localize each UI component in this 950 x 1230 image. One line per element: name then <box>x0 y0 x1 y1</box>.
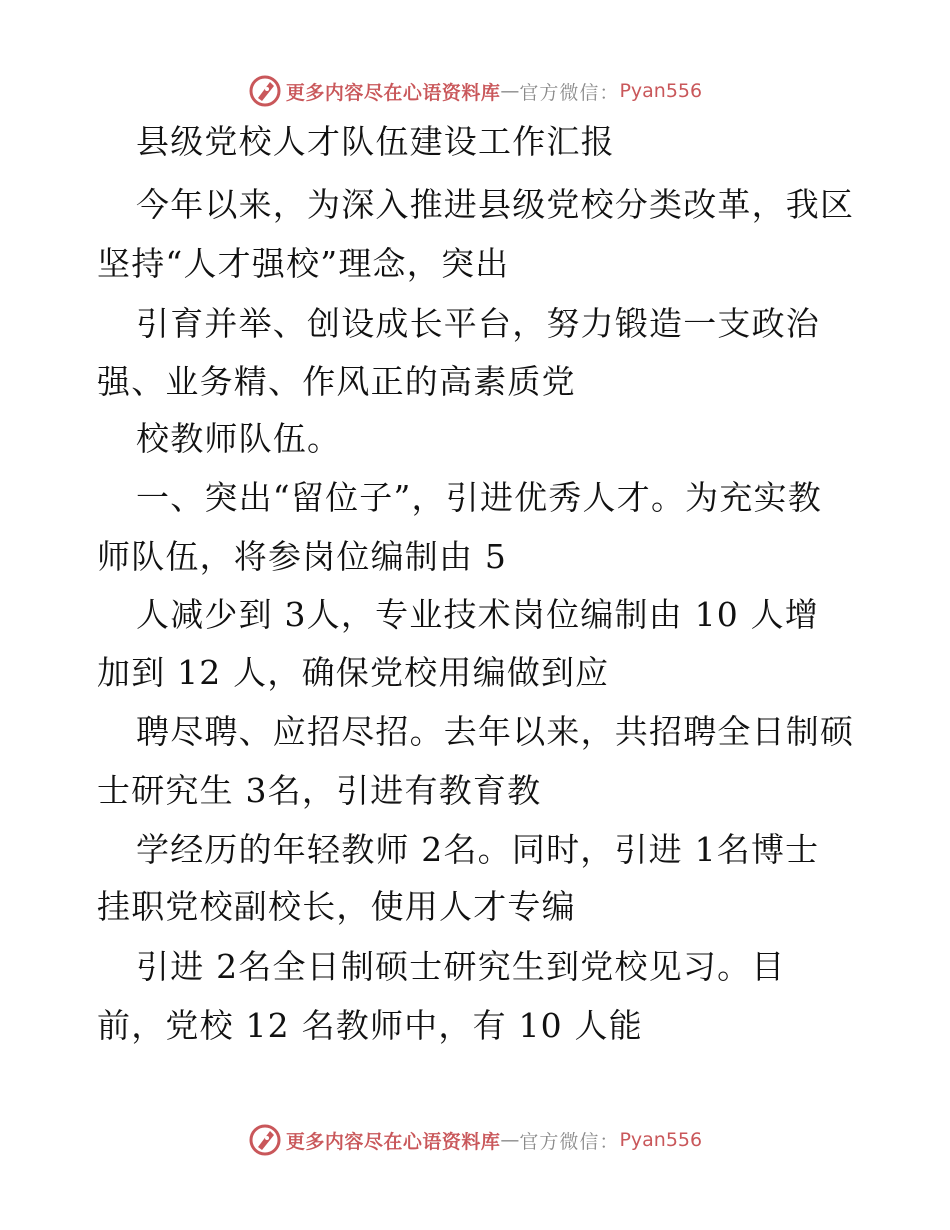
watermark-separator: — <box>500 1129 520 1151</box>
watermark-wechat-id: Pyan556 <box>619 1129 703 1151</box>
watermark-wechat-id: Pyan556 <box>619 80 703 102</box>
watermark-separator: — <box>500 80 520 102</box>
pen-nib-logo-icon <box>248 1123 282 1157</box>
paragraph-line: 师队伍，将参岗位编制由 5 <box>97 537 508 576</box>
paragraph-line: 校教师队伍。 <box>136 419 342 458</box>
paragraph-line: 挂职党校副校长，使用人才专编 <box>97 887 576 926</box>
section-heading-line: 一、突出“留位子”，引进优秀人才。为充实教 <box>136 478 822 517</box>
paragraph-line: 加到 12 人，确保党校用编做到应 <box>97 653 610 692</box>
watermark-main-text: 更多内容尽在心语资料库 <box>285 1130 501 1153</box>
paragraph-line: 前，党校 12 名教师中，有 10 人能 <box>97 1006 643 1045</box>
watermark-main-text: 更多内容尽在心语资料库 <box>285 81 501 104</box>
paragraph-line: 士研究生 3名，引进有教育教 <box>97 771 542 810</box>
watermark-official-label: 官方微信： <box>519 81 620 104</box>
paragraph-line: 人减少到 3人，专业技术岗位编制由 10 人增 <box>136 595 820 634</box>
paragraph-line: 强、业务精、作风正的高素质党 <box>97 362 576 401</box>
paragraph-line: 学经历的年轻教师 2名。同时，引进 1名博士 <box>136 830 820 869</box>
header-watermark <box>0 71 950 111</box>
paragraph-line: 引育并举、创设成长平台，努力锻造一支政治 <box>136 304 820 343</box>
paragraph-line: 坚持“人才强校”理念，突出 <box>97 244 510 283</box>
watermark-official-label: 官方微信： <box>519 1130 620 1153</box>
document-title: 县级党校人才队伍建设工作汇报 <box>136 122 615 161</box>
paragraph-line: 引进 2名全日制硕士研究生到党校见习。目 <box>136 947 786 986</box>
pen-nib-logo-icon <box>248 74 282 108</box>
footer-watermark <box>0 1120 950 1160</box>
paragraph-line: 聘尽聘、应招尽招。去年以来，共招聘全日制硕 <box>136 712 855 751</box>
paragraph-line: 今年以来，为深入推进县级党校分类改革，我区 <box>136 185 855 224</box>
